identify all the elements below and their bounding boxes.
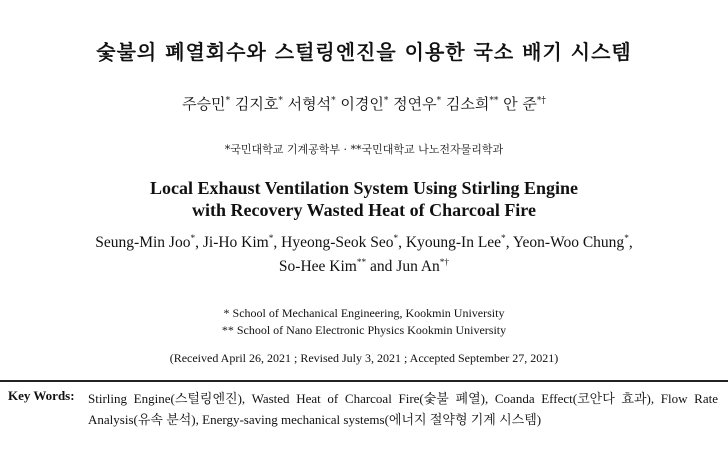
- english-author-list-line2: [0, 257, 728, 277]
- english-title-line1: Local Exhaust Ventilation System Using Stirling Engine: [149, 178, 579, 198]
- korean-author: 김지호*: [234, 95, 283, 113]
- english-author-list-line1: [0, 233, 728, 253]
- korean-author: 김소희**: [445, 95, 499, 113]
- korean-author: 서형석*: [287, 95, 336, 113]
- korean-author-list: [0, 93, 728, 114]
- english-affiliation-1: * School of Mechanical Engineering, Kookmin University: [223, 306, 505, 320]
- keywords-label: Key Words:: [8, 388, 75, 403]
- korean-author: 이경인*: [340, 95, 389, 113]
- english-author: Hyeong-Seok Seo*,: [281, 233, 406, 251]
- english-author: Ji-Ho Kim*,: [202, 233, 282, 251]
- english-author: Yeon-Woo Chung*,: [512, 233, 633, 251]
- english-author: Seung-Min Joo*,: [95, 233, 203, 251]
- korean-author: 주승민*: [182, 95, 231, 113]
- english-author: Kyoung-In Lee*,: [405, 233, 513, 251]
- korean-author: 정연우*: [393, 95, 442, 113]
- section-divider: [0, 380, 728, 382]
- korean-affiliation: *국민대학교 기계공학부 · **국민대학교 나노전자물리학과: [224, 143, 504, 156]
- english-author: So-Hee Kim** and: [278, 257, 397, 275]
- korean-title: 숯불의 폐열회수와 스털링엔진을 이용한 국소 배기 시스템: [96, 40, 632, 64]
- korean-author: 안 준*†: [503, 95, 546, 113]
- keywords-text: Stirling Engine(스털링엔진), Wasted Heat of Charcoal Fire(숯불 폐열), Coanda Effect(코안다 효과), Flow Rate Analysis(유속 분석), Energy-saving mechanical systems(에너지 절약형 기계 시스템): [88, 391, 718, 427]
- received-dates: (Received April 26, 2021 ; Revised July 3, 2021 ; Accepted September 27, 2021): [169, 351, 559, 365]
- english-author: Jun An*†: [396, 257, 450, 275]
- english-affiliation-2: ** School of Nano Electronic Physics Kookmin University: [221, 323, 507, 337]
- english-title-line2: with Recovery Wasted Heat of Charcoal Fire: [192, 200, 536, 220]
